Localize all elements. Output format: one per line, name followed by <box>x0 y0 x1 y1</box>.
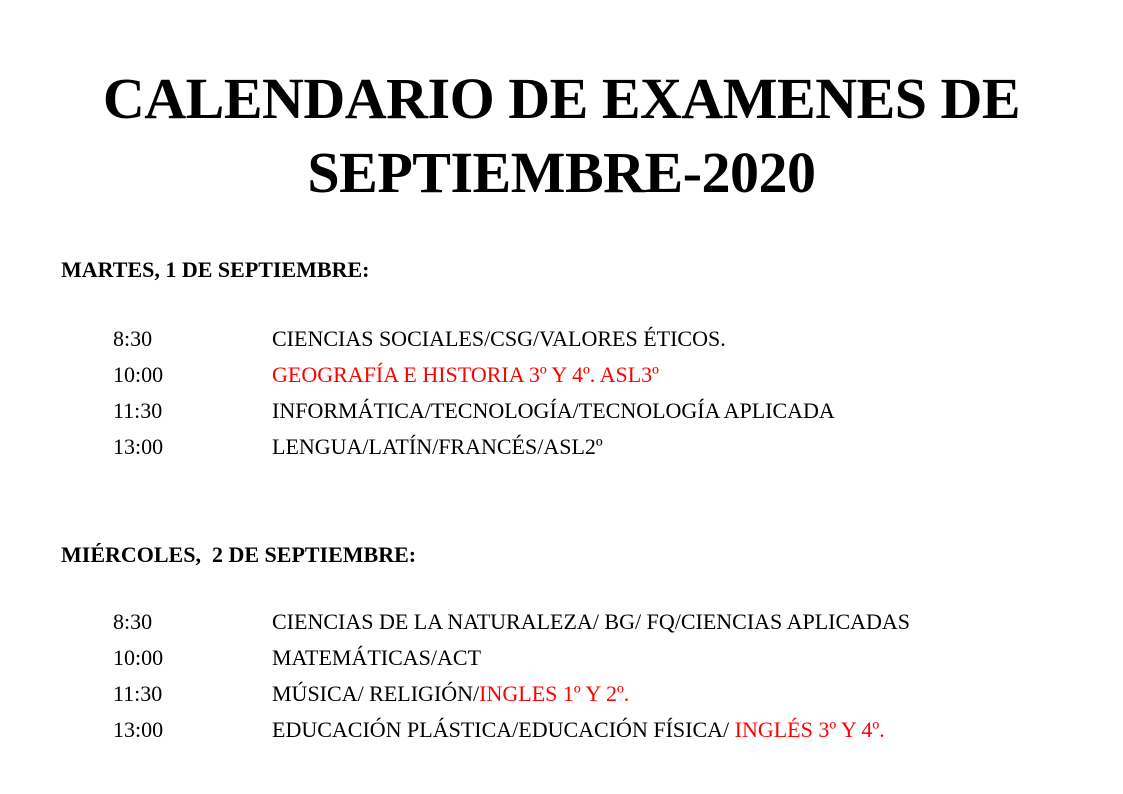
exam-subject-text: CIENCIAS SOCIALES/CSG/VALORES ÉTICOS. <box>272 326 726 351</box>
exam-row <box>0 393 1123 429</box>
day-heading-martes: MARTES, 1 DE SEPTIEMBRE: <box>61 257 370 282</box>
exam-time: 10:00 <box>113 645 164 670</box>
exam-subject <box>272 429 603 465</box>
exam-subject <box>272 393 835 429</box>
exam-subject-text: LENGUA/LATÍN/FRANCÉS/ASL2º <box>272 434 603 459</box>
exam-time: 10:00 <box>113 362 164 387</box>
exam-subject <box>272 712 885 748</box>
exam-subject-text: MATEMÁTICAS/ACT <box>272 645 482 670</box>
exam-subject-text: INFORMÁTICA/TECNOLOGÍA/TECNOLOGÍA APLICADA <box>272 398 835 423</box>
exam-row <box>0 357 1123 393</box>
exam-time: 8:30 <box>113 609 153 634</box>
exam-row <box>0 712 1123 748</box>
exam-time: 11:30 <box>113 681 163 706</box>
title-line-2: SEPTIEMBRE-2020 <box>307 140 816 205</box>
exam-subject-text: MÚSICA/ RELIGIÓN/ <box>272 681 480 706</box>
title-line-1: CALENDARIO DE EXAMENES DE <box>102 66 1021 131</box>
exam-row <box>0 321 1123 357</box>
exam-list-martes <box>0 321 1123 465</box>
exam-time: 13:00 <box>113 717 164 742</box>
exam-subject <box>272 357 659 393</box>
exam-subject-highlight: INGLÉS 3º Y 4º. <box>734 717 885 742</box>
exam-subject-highlight: INGLES 1º Y 2º. <box>479 681 630 706</box>
exam-subject <box>272 676 629 712</box>
exam-subject-text: CIENCIAS DE LA NATURALEZA/ BG/ FQ/CIENCIAS APLICADAS <box>272 609 911 634</box>
day-heading-miercoles: MIÉRCOLES, 2 DE SEPTIEMBRE: <box>61 542 417 567</box>
exam-subject <box>272 640 481 676</box>
exam-row <box>0 604 1123 640</box>
exam-subject-highlight: GEOGRAFÍA E HISTORIA 3º Y 4º. ASL3º <box>272 362 659 387</box>
exam-row <box>0 676 1123 712</box>
exam-subject <box>272 321 726 357</box>
exam-subject <box>272 604 910 640</box>
exam-row <box>0 429 1123 465</box>
exam-subject-text: EDUCACIÓN PLÁSTICA/EDUCACIÓN FÍSICA/ <box>272 717 735 742</box>
exam-time: 13:00 <box>113 434 164 459</box>
exam-time: 8:30 <box>113 326 153 351</box>
exam-row <box>0 640 1123 676</box>
exam-time: 11:30 <box>113 398 163 423</box>
exam-list-miercoles <box>0 604 1123 748</box>
page-title <box>0 62 1123 210</box>
